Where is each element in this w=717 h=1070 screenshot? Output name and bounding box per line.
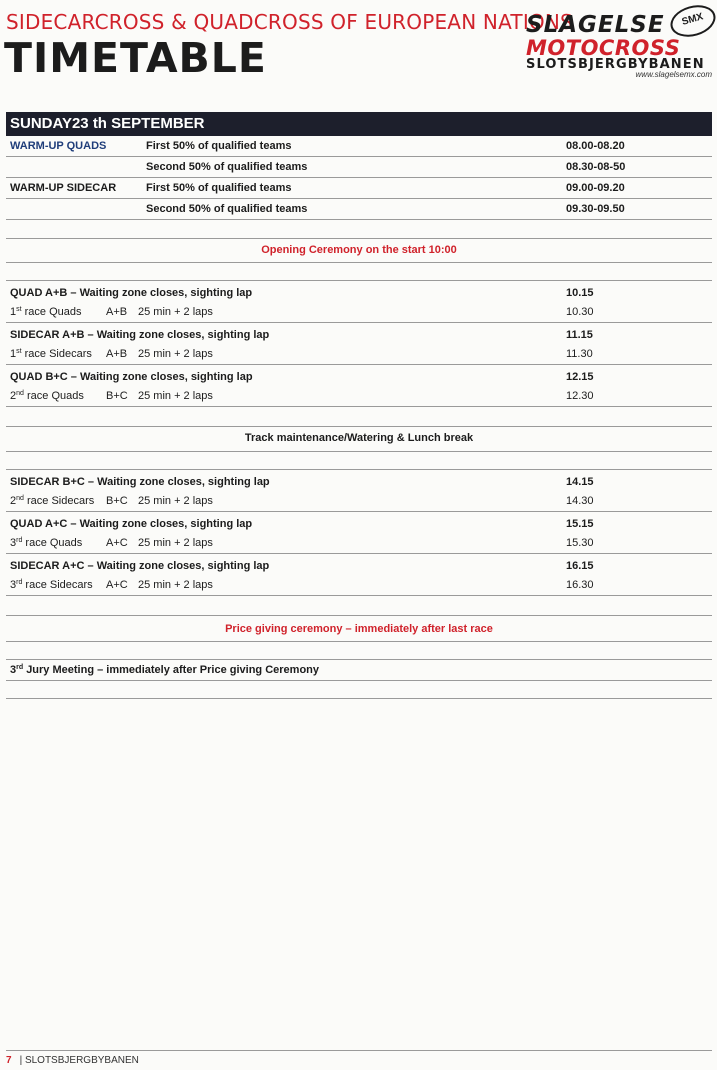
race-duration: 25 min + 2 laps (138, 348, 213, 360)
logo-line-2: MOTOCROSS (526, 36, 681, 60)
race-label: 2nd race Sidecars (10, 495, 95, 507)
divider (6, 659, 712, 660)
race-duration: 25 min + 2 laps (138, 390, 213, 402)
warmup-row (6, 200, 712, 220)
divider (6, 262, 712, 263)
race-title-row (6, 326, 712, 346)
race-classes: B+C (106, 390, 128, 402)
divider (6, 451, 712, 452)
race-label: 3rd race Quads (10, 537, 83, 549)
race-title-row (6, 368, 712, 388)
race-classes: A+B (106, 306, 128, 318)
warmup-time: 08.30-08-50 (566, 161, 626, 173)
opening-ceremony-text: Opening Ceremony on the start 10:00 (261, 244, 457, 256)
jury-meeting-row (6, 661, 712, 681)
race-classes: A+B (106, 348, 128, 360)
race-row (6, 387, 712, 407)
race-title: SIDECAR B+C – Waiting zone closes, sighting lap (10, 476, 270, 488)
opening-ceremony-row (6, 241, 712, 261)
event-subtitle: SIDECARCROSS & QUADCROSS OF EUROPEAN NATIONS (6, 10, 573, 34)
warmup-group: First 50% of qualified teams (146, 140, 292, 152)
race-row (6, 345, 712, 365)
divider (6, 238, 712, 239)
race-row (6, 303, 712, 323)
divider (6, 469, 712, 470)
race-row (6, 576, 712, 596)
warmup-session: WARM-UP SIDECAR (10, 182, 117, 194)
warmup-row (6, 137, 712, 157)
race-title: QUAD A+B – Waiting zone closes, sighting lap (10, 287, 253, 299)
footer (6, 1055, 139, 1066)
race-title: QUAD B+C – Waiting zone closes, sighting lap (10, 371, 253, 383)
warmup-group: Second 50% of qualified teams (146, 161, 308, 173)
race-classes: A+C (106, 537, 128, 549)
race-row (6, 534, 712, 554)
divider (6, 698, 712, 699)
footer-divider (6, 1050, 712, 1051)
warmup-row (6, 179, 712, 199)
race-title-row (6, 557, 712, 577)
race-classes: A+C (106, 579, 128, 591)
race-duration: 25 min + 2 laps (138, 306, 213, 318)
race-title: QUAD A+C – Waiting zone closes, sighting lap (10, 518, 253, 530)
race-title-row (6, 473, 712, 493)
race-label: 2nd race Quads (10, 390, 84, 402)
race-time: 14.30 (566, 495, 594, 507)
logo-line-1: SLAGELSE (526, 12, 665, 38)
warmup-time: 09.00-09.20 (566, 182, 625, 194)
divider (6, 280, 712, 281)
race-time: 11.30 (566, 348, 593, 360)
race-title-row (6, 284, 712, 304)
race-title-time: 16.15 (566, 560, 594, 572)
race-title: SIDECAR A+B – Waiting zone closes, sighting lap (10, 329, 270, 341)
warmup-group: First 50% of qualified teams (146, 182, 292, 194)
race-title-row (6, 515, 712, 535)
race-title-time: 14.15 (566, 476, 594, 488)
warmup-row (6, 158, 712, 178)
logo-badge: SMX (667, 0, 717, 42)
jury-meeting-text: 3rd Jury Meeting – immediately after Price giving Ceremony (10, 664, 320, 676)
race-time: 15.30 (566, 537, 594, 549)
warmup-time: 08.00-08.20 (566, 140, 625, 152)
race-duration: 25 min + 2 laps (138, 495, 213, 507)
day-header: SUNDAY23 th SEPTEMBER (6, 112, 712, 136)
lunch-break-row (6, 429, 712, 449)
lunch-break-text: Track maintenance/Watering & Lunch break (244, 432, 474, 444)
divider (6, 641, 712, 642)
race-title: SIDECAR A+C – Waiting zone closes, sighting lap (10, 560, 270, 572)
price-giving-row (6, 620, 712, 640)
race-title-time: 11.15 (566, 329, 593, 341)
race-classes: B+C (106, 495, 128, 507)
slagelse-motocross-logo (524, 6, 714, 78)
logo-line-3: SLOTSBJERGBYBANEN (526, 57, 705, 72)
race-title-time: 10.15 (566, 287, 594, 299)
race-label: 1st race Sidecars (10, 348, 92, 360)
race-time: 16.30 (566, 579, 594, 591)
logo-url: www.slagelsemx.com (635, 70, 712, 79)
price-giving-text: Price giving ceremony – immediately after last race (225, 623, 493, 635)
footer-text: | SLOTSBJERGBYBANEN (19, 1055, 139, 1066)
race-title-time: 15.15 (566, 518, 594, 530)
race-label: 1st race Quads (10, 306, 82, 318)
race-time: 10.30 (566, 306, 594, 318)
divider (6, 615, 712, 616)
race-duration: 25 min + 2 laps (138, 579, 213, 591)
race-row (6, 492, 712, 512)
race-time: 12.30 (566, 390, 594, 402)
race-label: 3rd race Sidecars (10, 579, 93, 591)
divider (6, 426, 712, 427)
page-number: 7 (6, 1055, 12, 1066)
warmup-time: 09.30-09.50 (566, 203, 625, 215)
page-title: TIMETABLE (4, 34, 267, 82)
warmup-group: Second 50% of qualified teams (146, 203, 308, 215)
race-title-time: 12.15 (566, 371, 594, 383)
race-duration: 25 min + 2 laps (138, 537, 213, 549)
warmup-session: WARM-UP QUADS (10, 140, 107, 152)
